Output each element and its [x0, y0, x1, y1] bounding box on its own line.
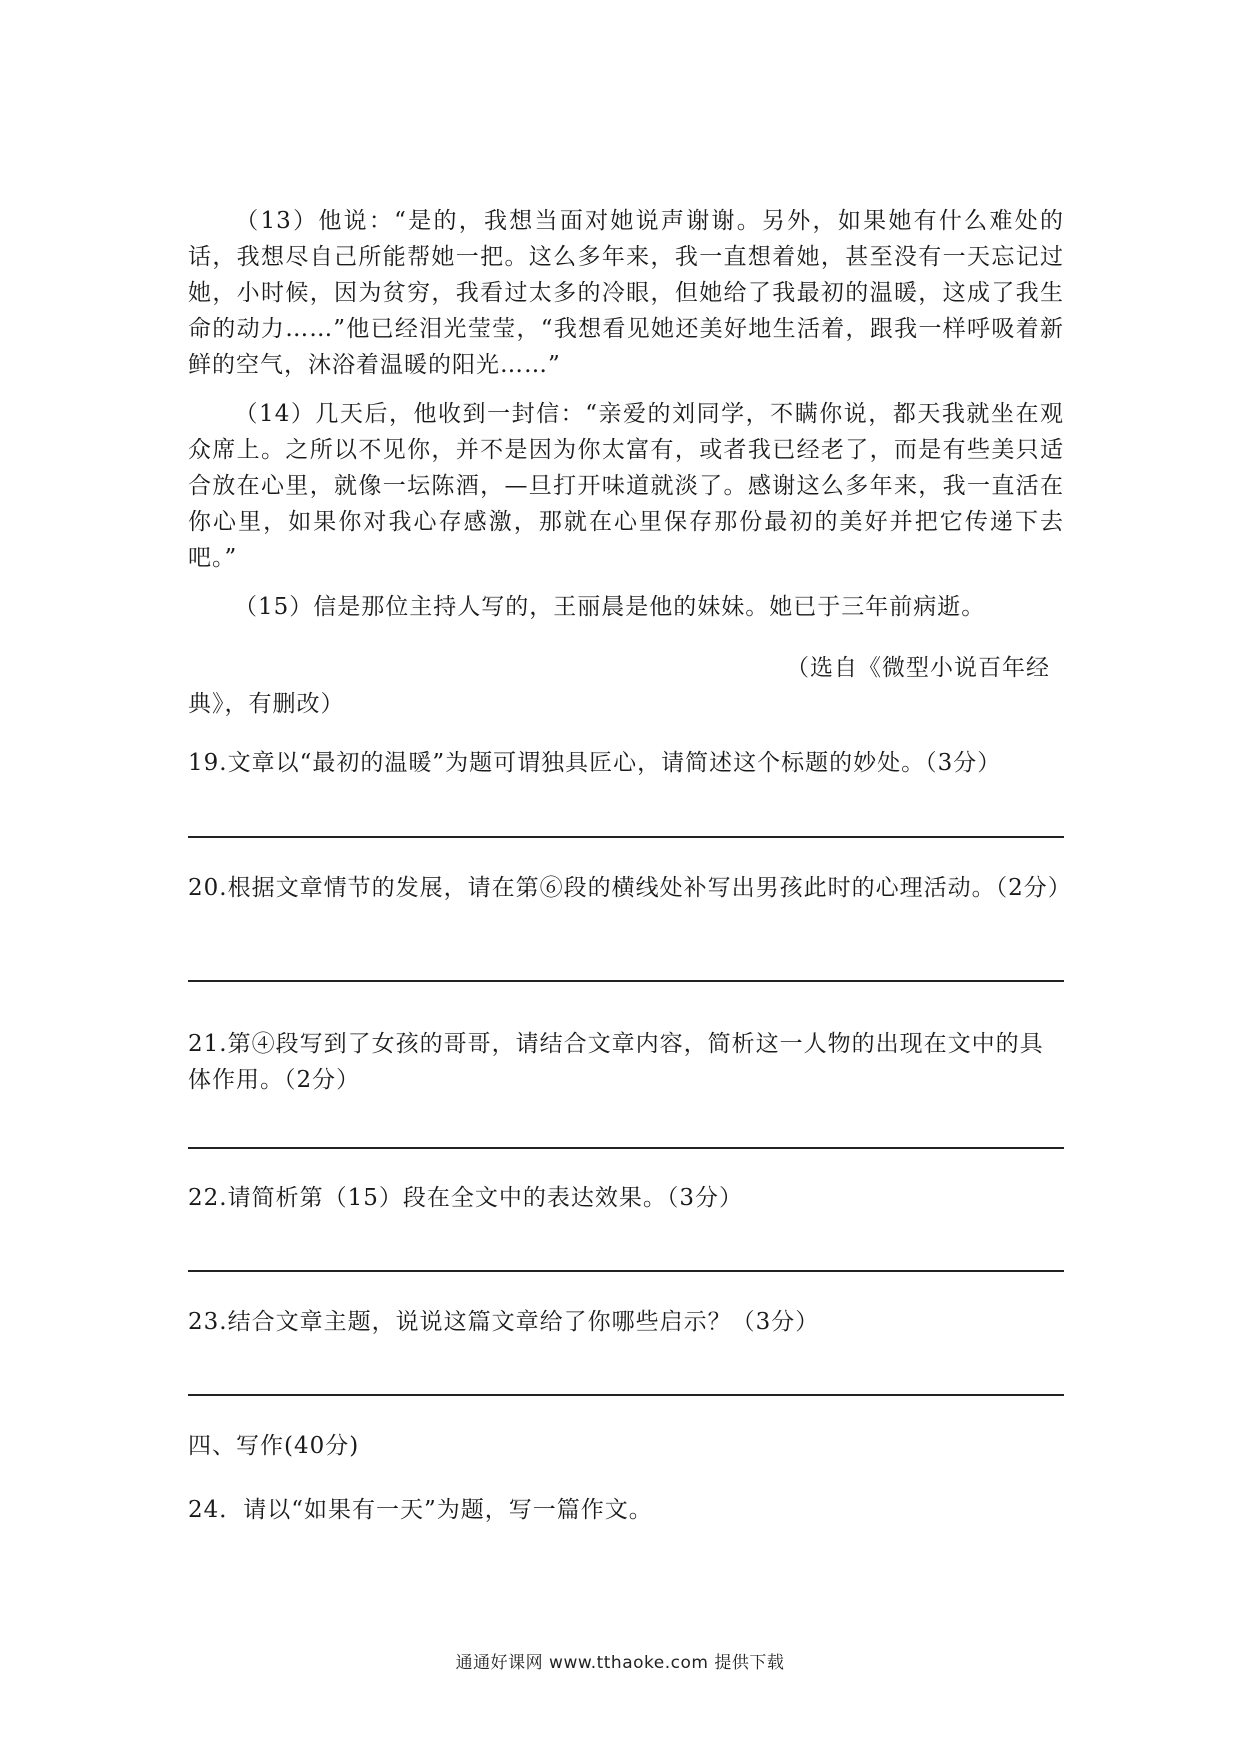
writing-prompt: 24．请以“如果有一天”为题，写一篇作文。: [188, 1497, 653, 1523]
story-source: [188, 650, 1064, 722]
story-paragraph-15: [188, 589, 1064, 625]
source-line-2: 典》，有删改）: [188, 691, 345, 717]
question-19: 19.文章以“最初的温暖”为题可谓独具匠心，请简述这个标题的妙处。（3分）: [188, 750, 1002, 776]
writing-section-heading: 四、写作(40分): [188, 1433, 360, 1459]
page-footer: 通通好课网 www.tthaoke.com 提供下载: [455, 1653, 785, 1673]
answer-line-19[interactable]: [188, 836, 1064, 838]
story-paragraph-14: [188, 396, 1064, 576]
answer-line-20[interactable]: [188, 980, 1064, 982]
question-21: 21.第④段写到了女孩的哥哥，请结合文章内容，简析这一人物的出现在文中的具体作用。（2分）: [188, 1031, 1044, 1093]
question-23: 23.结合文章主题，说说这篇文章给了你哪些启示？（3分）: [188, 1309, 820, 1335]
paragraph-text: （13）他说：“是的，我想当面对她说声谢谢。另外，如果她有什么难处的话，我想尽自己所能帮她一把。这么多年来，我一直想着她，甚至没有一天忘记过她，小时候，因为贫穷，我看过太多的冷眼，但她给了我最初的温暖，这成了我生命的动力……”他已经泪光莹莹，“我想看见她还美好地生活着，跟我一样呼吸着新鲜的空气，沐浴着温暖的阳光……”: [188, 208, 1064, 378]
question-22: 22.请简析第（15）段在全文中的表达效果。（3分）: [188, 1185, 743, 1211]
answer-line-23[interactable]: [188, 1394, 1064, 1396]
answer-line-22[interactable]: [188, 1270, 1064, 1272]
paragraph-text: （14）几天后，他收到一封信：“亲爱的刘同学，不瞒你说，都天我就坐在观众席上。之所以不见你，并不是因为你太富有，或者我已经老了，而是有些美只适合放在心里，就像一坛陈酒，—旦打开味道就淡了。感谢这么多年来，我一直活在你心里，如果你对我心存感激，那就在心里保存那份最初的美好并把它传递下去吧。”: [188, 401, 1064, 571]
story-paragraph-13: [188, 203, 1064, 383]
question-20: 20.根据文章情节的发展，请在第⑥段的横线处补写出男孩此时的心理活动。（2分）: [188, 875, 1072, 901]
paragraph-text: （15）信是那位主持人写的，王丽晨是他的妹妹。她已于三年前病逝。: [234, 594, 986, 620]
answer-line-21[interactable]: [188, 1147, 1064, 1149]
source-line-1: （选自《微型小说百年经: [786, 655, 1050, 681]
